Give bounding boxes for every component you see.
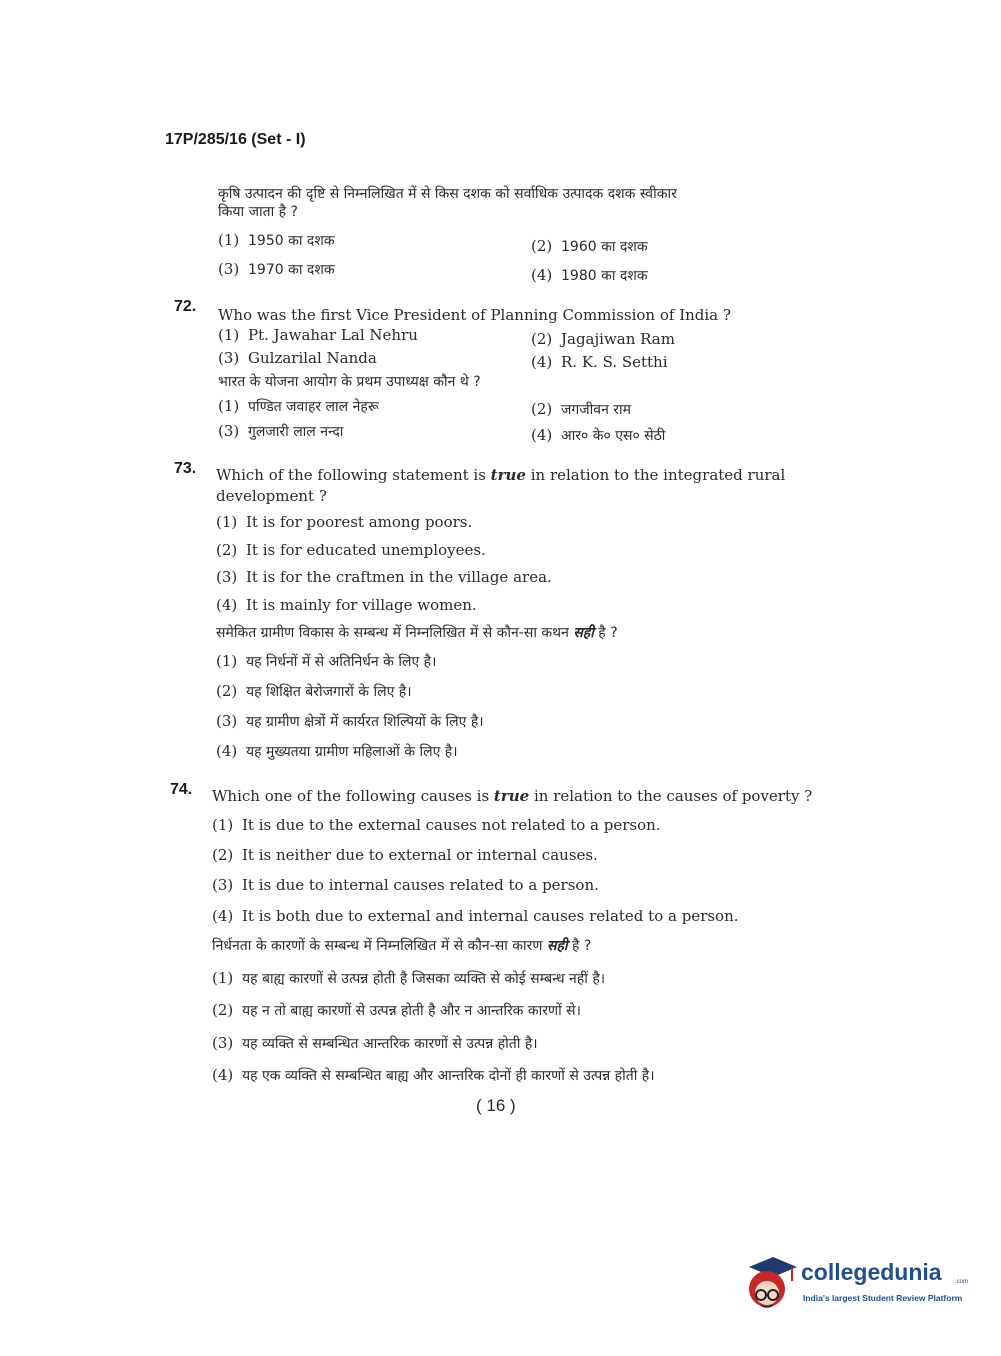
question-number: 74.: [170, 781, 193, 798]
option-3-hindi: (3) गुलजारी लाल नन्दा: [218, 422, 344, 440]
option-4-hindi: (4) यह एक व्यक्ति से सम्बन्धित बाह्य और आन्तरिक दोनों ही कारणों से उत्पन्न होती है।: [212, 1066, 655, 1084]
question-number: 72.: [174, 298, 197, 315]
option-3: (3) It is due to internal causes related to a person.: [212, 876, 599, 894]
brand-name: collegedunia: [801, 1259, 942, 1285]
page-number: ( 16 ): [476, 1096, 516, 1115]
question-text-hindi: निर्धनता के कारणों के सम्बन्ध में निम्नलिखित में से कौन-सा कारण सही है ?: [212, 938, 592, 954]
question-text-hindi: समेकित ग्रामीण विकास के सम्बन्ध में निम्नलिखित में से कौन-सा कथन सही है ?: [216, 625, 618, 641]
option-2-hindi: (2) यह शिक्षित बेरोजगारों के लिए है।: [216, 682, 412, 700]
option-4-hindi: (4) यह मुख्यतया ग्रामीण महिलाओं के लिए है।: [216, 742, 458, 760]
question-text: Which one of the following causes is true in relation to the causes of poverty ?: [212, 787, 813, 805]
option-2: (2) Jagajiwan Ram: [531, 330, 675, 348]
option-4: (4) R. K. S. Setthi: [531, 353, 668, 371]
option-3-hindi: (3) यह ग्रामीण क्षेत्रों में कार्यरत शिल्पियों के लिए है।: [216, 712, 484, 730]
question-text: development ?: [216, 487, 327, 505]
question-text: Who was the first Vice President of Planning Commission of India ?: [218, 306, 731, 324]
option-2-hindi: (2) यह न तो बाह्य कारणों से उत्पन्न होती है और न आन्तरिक कारणों से।: [212, 1001, 581, 1019]
option-4: (4) It is mainly for village women.: [216, 596, 477, 614]
option-1: (1) It is due to the external causes not related to a person.: [212, 816, 661, 834]
option-1: (1) Pt. Jawahar Lal Nehru: [218, 326, 418, 344]
option-3-hindi: (3) यह व्यक्ति से सम्बन्धित आन्तरिक कारणों से उत्पन्न होती है।: [212, 1034, 538, 1052]
option-2: (2) It is neither due to external or internal causes.: [212, 846, 598, 864]
question-number: 73.: [174, 460, 197, 477]
option-2: (2) 1960 का दशक: [531, 237, 648, 255]
mascot-icon: [743, 1253, 803, 1315]
option-1-hindi: (1) पण्डित जवाहर लाल नेहरू: [218, 397, 379, 415]
paper-code: 17P/285/16 (Set - I): [165, 131, 306, 148]
question-text: Which of the following statement is true in relation to the integrated rural: [216, 466, 786, 484]
option-2-hindi: (2) जगजीवन राम: [531, 400, 632, 418]
option-4-hindi: (4) आर० के० एस० सेठी: [531, 426, 666, 444]
option-1: (1) It is for poorest among poors.: [216, 513, 473, 531]
question-text: किया जाता है ?: [218, 204, 298, 220]
option-2: (2) It is for educated unemployees.: [216, 541, 486, 559]
option-1: (1) 1950 का दशक: [218, 231, 335, 249]
collegedunia-logo: [743, 1253, 968, 1315]
option-4: (4) 1980 का दशक: [531, 266, 648, 284]
brand-domain-suffix: .com: [955, 1279, 969, 1285]
question-text-hindi: भारत के योजना आयोग के प्रथम उपाध्यक्ष कौन थे ?: [218, 374, 481, 390]
option-3: (3) Gulzarilal Nanda: [218, 349, 377, 367]
option-3: (3) 1970 का दशक: [218, 260, 335, 278]
option-1-hindi: (1) यह निर्धनों में से अतिनिर्धन के लिए है।: [216, 652, 437, 670]
brand-tagline: India's largest Student Review Platform: [803, 1293, 963, 1303]
option-1-hindi: (1) यह बाह्य कारणों से उत्पन्न होती है जिसका व्यक्ति से कोई सम्बन्ध नहीं है।: [212, 969, 606, 987]
question-text: कृषि उत्पादन की दृष्टि से निम्नलिखित में से किस दशक को सर्वाधिक उत्पादक दशक स्वीकार: [218, 186, 677, 202]
option-4: (4) It is both due to external and internal causes related to a person.: [212, 907, 739, 925]
option-3: (3) It is for the craftmen in the village area.: [216, 568, 552, 586]
